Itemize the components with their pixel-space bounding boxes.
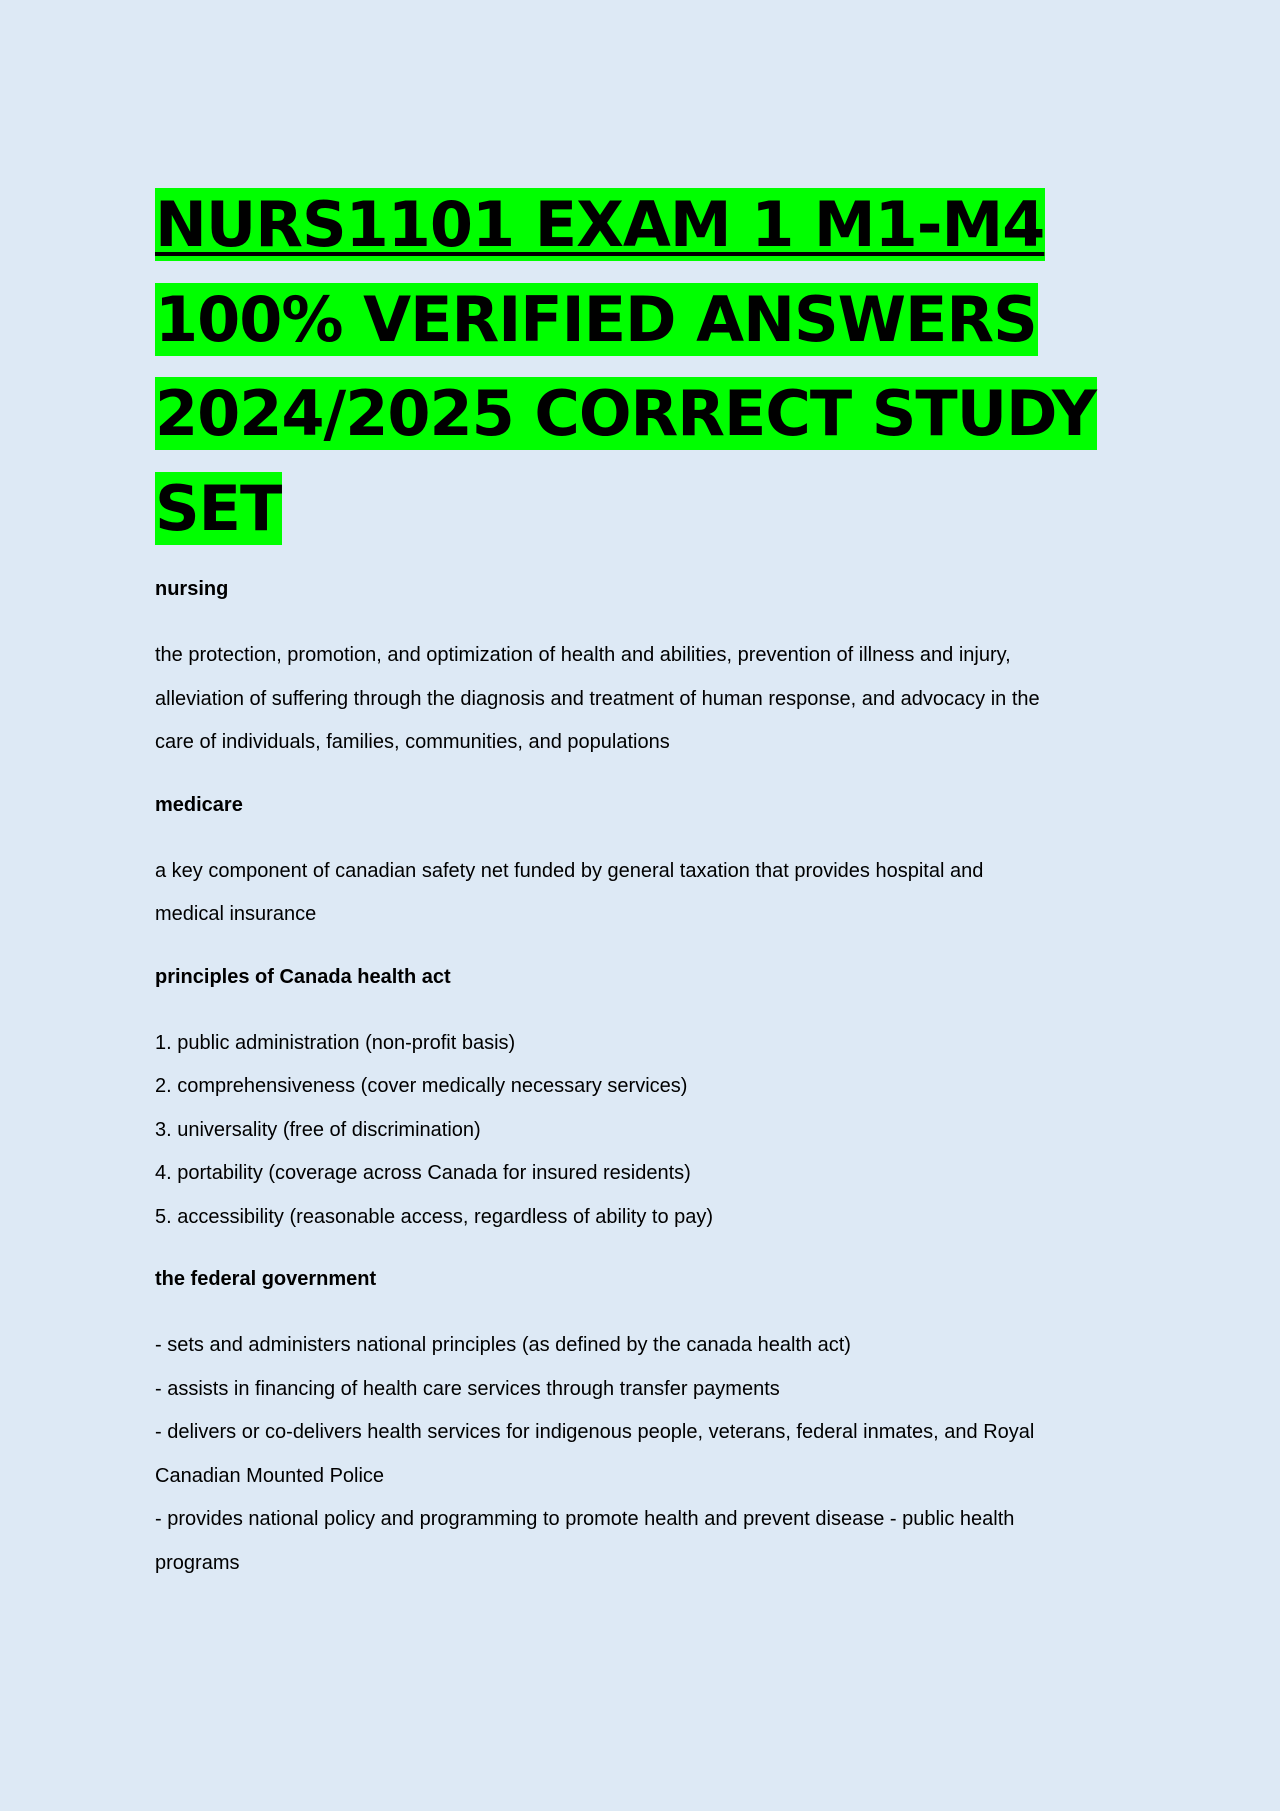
definition-line: 4. portability (coverage across Canada for insured residents) (155, 1162, 691, 1184)
definition-line: 1. public administration (non-profit basis) (155, 1031, 516, 1054)
document-title (155, 178, 1155, 556)
definition-line: a key component of canadian safety net funded by general taxation that provides hospital and (155, 859, 984, 882)
definition-line: - delivers or co-delivers health services for indigenous people, veterans, federal inmates, and Royal (155, 1421, 1035, 1443)
title-line: 100% VERIFIED ANSWERS (155, 282, 1037, 356)
definition-line: - provides national policy and programming to promote health and prevent disease - public health (155, 1508, 1015, 1530)
definition-line: 2. comprehensiveness (cover medically necessary services) (155, 1075, 688, 1097)
term-heading: the federal government (155, 1268, 377, 1290)
flashcard-entry (155, 576, 1155, 765)
title-line: 2024/2025 CORRECT STUDY (155, 377, 1096, 450)
definition-line: - assists in financing of health care services through transfer payments (155, 1377, 780, 1400)
definition-line: the protection, promotion, and optimization of health and abilities, prevention of illness and injury, (155, 644, 1011, 666)
definition-line: - sets and administers national principles (as defined by the canada health act) (155, 1334, 851, 1356)
definition-line: 3. universality (free of discrimination) (155, 1118, 481, 1141)
flashcard-entry (155, 792, 1155, 937)
title-line: NURS1101 EXAM 1 M1-M4 (155, 188, 1045, 261)
definition-line: 5. accessibility (reasonable access, regardless of ability to pay) (155, 1205, 714, 1228)
definition-line: alleviation of suffering through the diagnosis and treatment of human response, and advocacy in the (155, 687, 1040, 710)
term-definition (155, 1324, 1155, 1585)
flashcard-entry (155, 964, 1155, 1240)
definition-line: programs (155, 1551, 240, 1574)
term-heading: principles of Canada health act (155, 965, 451, 988)
term-definition (155, 634, 1155, 765)
term-heading: nursing (155, 578, 229, 600)
definition-line: Canadian Mounted Police (155, 1464, 385, 1487)
flashcard-entry (155, 1266, 1155, 1585)
definition-line: care of individuals, families, communities, and populations (155, 731, 670, 753)
definition-line: medical insurance (155, 903, 317, 925)
term-definition (155, 1022, 1155, 1240)
term-definition (155, 850, 1155, 937)
title-line: SET (155, 471, 282, 545)
term-heading: medicare (155, 793, 243, 816)
document-content (155, 178, 1155, 1585)
